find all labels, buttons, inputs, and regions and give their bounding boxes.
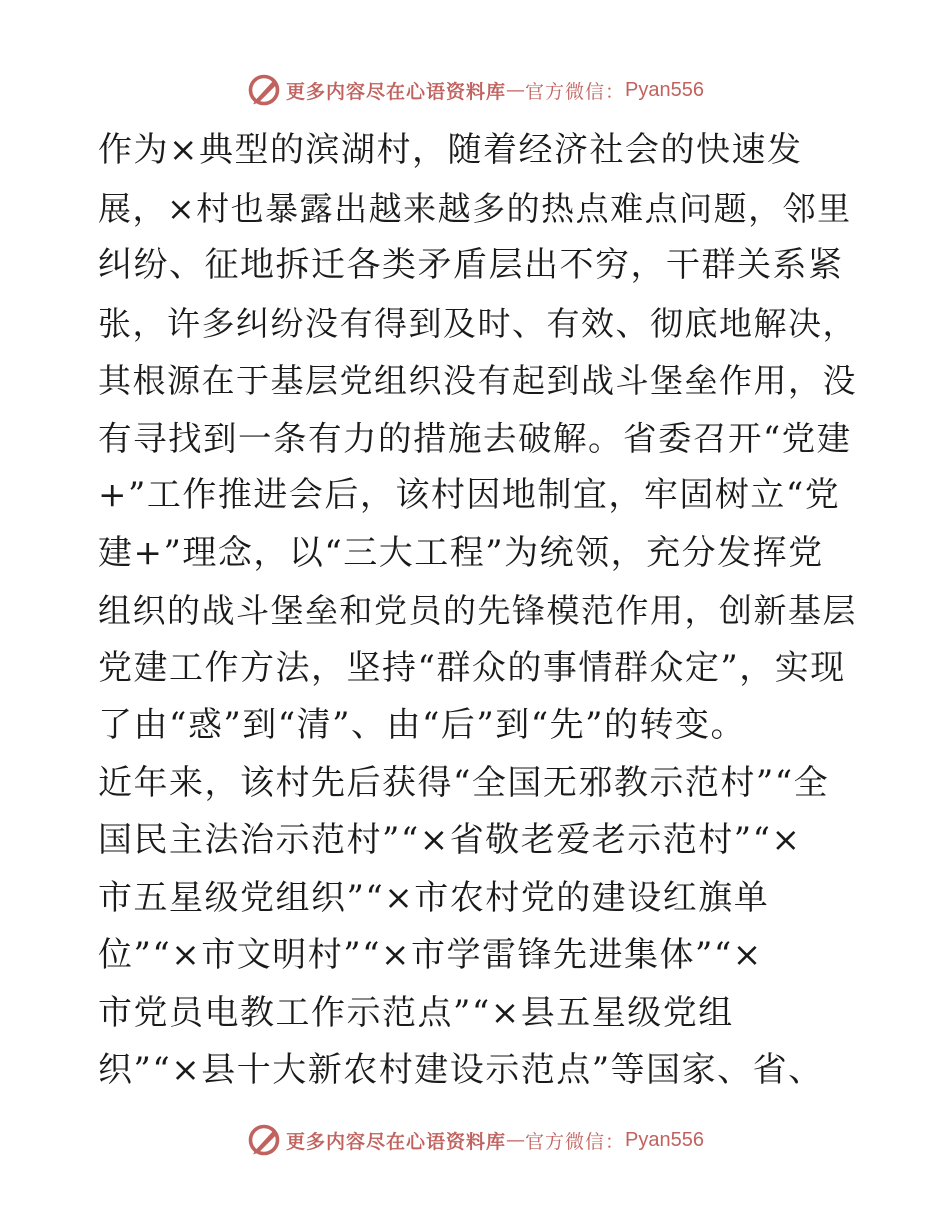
text-line: 纠纷、征地拆迁各类矛盾层出不穷，干群关系紧: [98, 245, 844, 285]
watermark-header: [0, 70, 950, 110]
text-line: 组织的战斗堡垒和党员的先锋模范作用，创新基层: [98, 591, 857, 630]
watermark-wechat-id: Pyan556: [625, 1128, 704, 1151]
watermark-dash: —: [506, 79, 526, 101]
text-line: +”工作推进会后，该村因地制宜，牢固树立“党: [98, 475, 841, 515]
text-line: 有寻找到一条有力的措施去破解。省委召开“党建: [98, 418, 852, 458]
watermark-wechat-id: Pyan556: [625, 78, 704, 101]
watermark-dash: —: [506, 1129, 526, 1151]
watermark-wechat-label: 官方微信：: [525, 1130, 626, 1153]
text-line: 作为×典型的滨湖村，随着经济社会的快速发: [98, 130, 803, 170]
text-line: 展，×村也暴露出越来越多的热点难点问题，邻里: [98, 188, 852, 228]
text-line: 党建工作方法，坚持“群众的事情群众定”，实现: [98, 647, 846, 688]
text-line: 市五星级党组织”“×市农村党的建设红旗单: [98, 877, 770, 918]
watermark-title: 更多内容尽在心语资料库: [286, 80, 507, 103]
text-line: 其根源在于基层党组织没有起到战斗堡垒作用，没: [98, 361, 857, 400]
text-line: 张，许多纠纷没有得到及时、有效、彻底地解决，: [98, 303, 857, 343]
pen-logo-icon: [246, 1122, 282, 1158]
text-line: 织”“×县十大新农村建设示范点”等国家、省、: [98, 1050, 824, 1090]
watermark-title: 更多内容尽在心语资料库: [286, 1130, 507, 1153]
watermark-footer: [0, 1120, 950, 1160]
text-line: 近年来，该村先后获得“全国无邪教示范村”“全: [98, 762, 830, 803]
document-body: [98, 122, 858, 1100]
text-line: 建+”理念，以“三大工程”为统领，充分发挥党: [98, 532, 824, 573]
text-line: 位”“×市文明村”“×市学雷锋先进集体”“×: [98, 935, 763, 975]
text-line: 市党员电教工作示范点”“×县五星级党组: [98, 992, 734, 1033]
text-line: 国民主法治示范村”“×省敬老爱老示范村”“×: [98, 820, 802, 860]
pen-logo-icon: [246, 72, 282, 108]
watermark-wechat-label: 官方微信：: [525, 80, 626, 103]
text-line: 了由“惑”到“清”、由“后”到“先”的转变。: [98, 705, 747, 745]
